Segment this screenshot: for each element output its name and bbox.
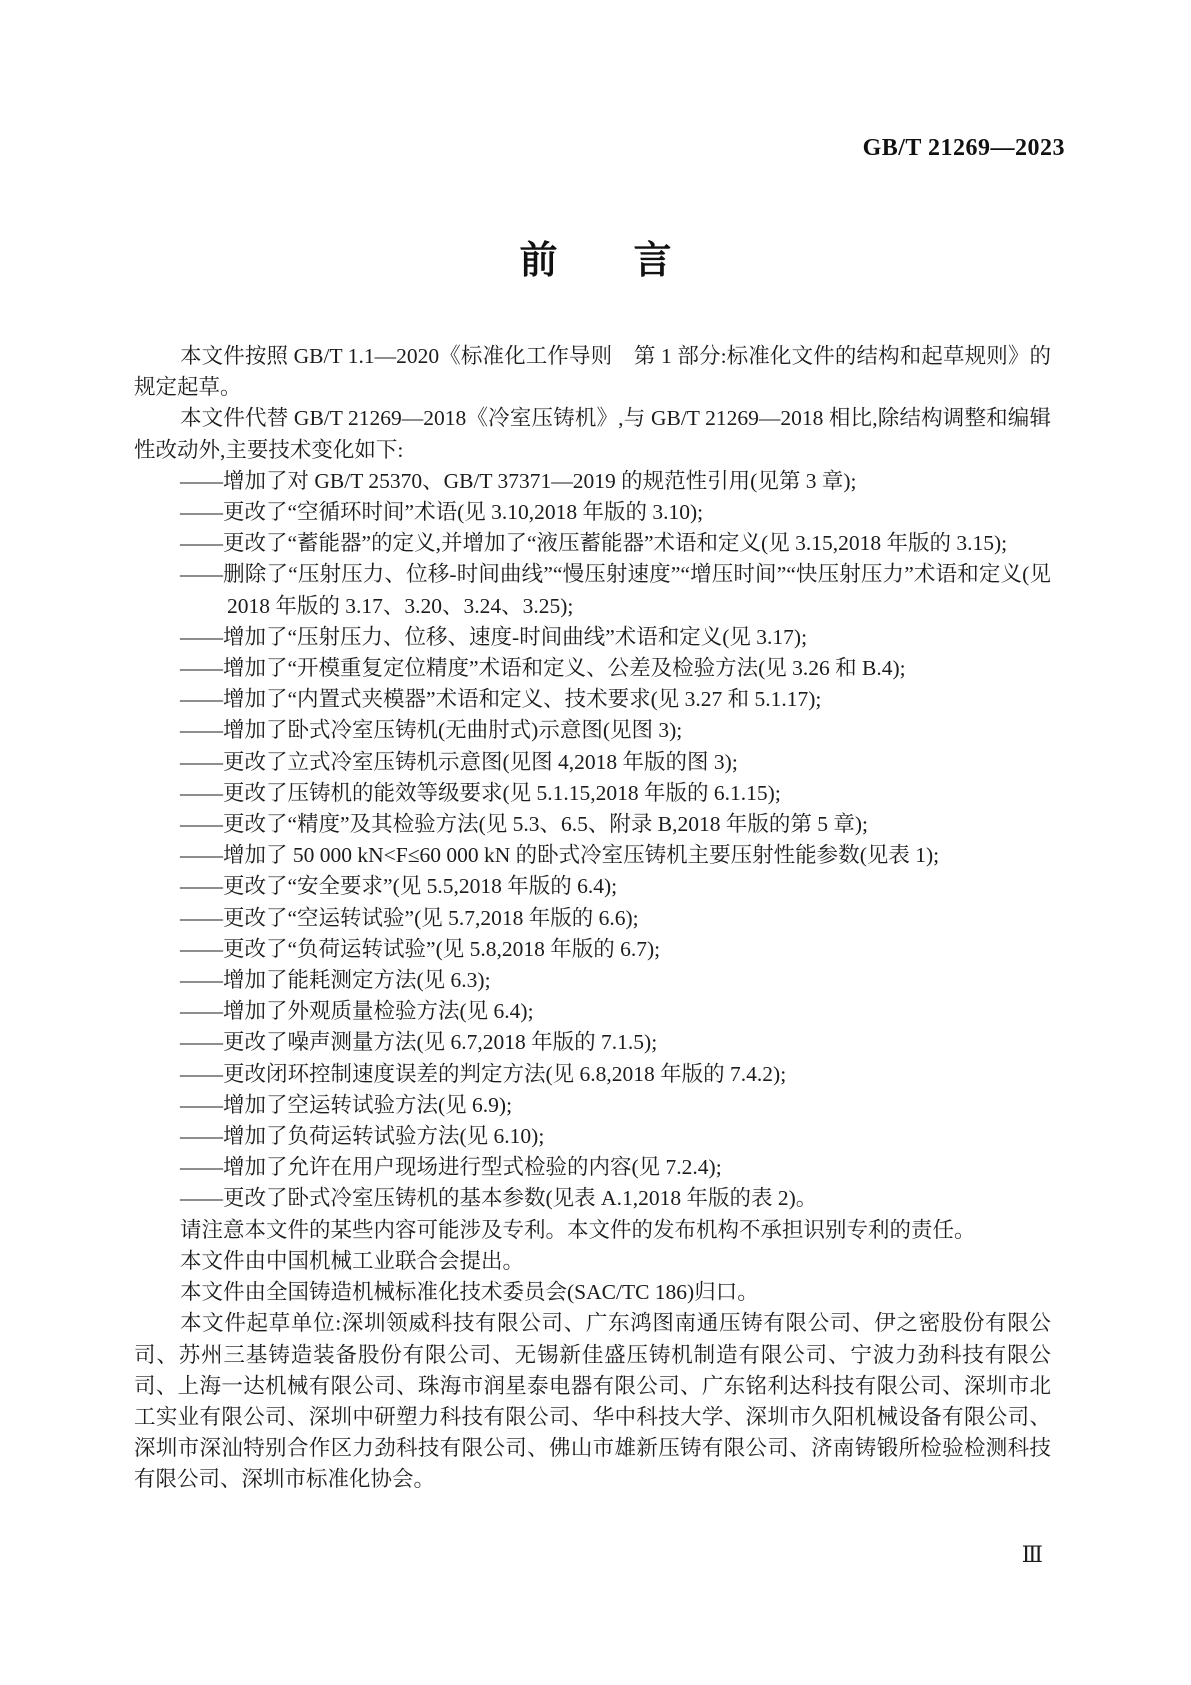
change-list-item: ——增加了“压射压力、位移、速度-时间曲线”术语和定义(见 3.17); <box>180 624 808 649</box>
change-list-item: ——增加了空运转试验方法(见 6.9); <box>180 1092 513 1117</box>
change-list-item: ——更改了噪声测量方法(见 6.7,2018 年版的 7.1.5); <box>180 1030 658 1055</box>
change-list-item: ——增加了外观质量检验方法(见 6.4); <box>180 999 534 1024</box>
page-number: Ⅲ <box>1021 1542 1043 1567</box>
change-list-item: ——更改了“空运转试验”(见 5.7,2018 年版的 6.6); <box>180 905 639 930</box>
change-list-item: ——增加了“开模重复定位精度”术语和定义、公差及检验方法(见 3.26 和 B.4); <box>180 656 906 681</box>
paragraph-technical-committee: 本文件由全国铸造机械标准化技术委员会(SAC/TC 186)归口。 <box>180 1280 759 1305</box>
change-list-item: ——更改闭环控制速度误差的判定方法(见 6.8,2018 年版的 7.4.2); <box>180 1061 787 1086</box>
change-list-item: ——更改了“精度”及其检验方法(见 5.3、6.5、附录 B,2018 年版的第 5 章); <box>180 812 868 837</box>
change-list-item: ——增加了负荷运转试验方法(见 6.10); <box>180 1124 545 1149</box>
change-list-item: ——更改了“蓄能器”的定义,并增加了“液压蓄能器”术语和定义(见 3.15,2018 年版的 3.15); <box>180 531 1008 556</box>
paragraph-replacement-note: 本文件代替 GB/T 21269—2018《冷室压铸机》,与 GB/T 21269—2018 相比,除结构调整和编辑性改动外,主要技术变化如下: <box>134 406 1051 462</box>
change-list <box>134 466 1051 1215</box>
paragraph-drafting-organizations: 本文件起草单位:深圳领威科技有限公司、广东鸿图南通压铸有限公司、伊之密股份有限公司、苏州三基铸造装备股份有限公司、无锡新佳盛压铸机制造有限公司、宁波力劲科技有限公司、上海一达机械有限公司、珠海市润星泰电器有限公司、广东铭利达科技有限公司、深圳市北工实业有限公司、深圳中研塑力科技有限公司、华中科技大学、深圳市久阳机械设备有限公司、深圳市深汕特别合作区力劲科技有限公司、佛山市雄新压铸有限公司、济南铸锻所检验检测科技有限公司、深圳市标准化协会。 <box>134 1311 1051 1492</box>
change-list-item: ——更改了压铸机的能效等级要求(见 5.1.15,2018 年版的 6.1.15); <box>180 780 781 805</box>
change-list-item: ——更改了“空循环时间”术语(见 3.10,2018 年版的 3.10); <box>180 500 704 525</box>
change-list-item: ——增加了能耗测定方法(见 6.3); <box>180 968 491 993</box>
change-list-item: ——增加了卧式冷室压铸机(无曲肘式)示意图(见图 3); <box>180 718 683 743</box>
change-list-item: ——更改了卧式冷室压铸机的基本参数(见表 A.1,2018 年版的表 2)。 <box>180 1186 818 1211</box>
change-list-item: ——增加了“内置式夹模器”术语和定义、技术要求(见 3.27 和 5.1.17); <box>180 687 822 712</box>
foreword-body <box>134 341 1051 1496</box>
paragraph-drafting-basis: 本文件按照 GB/T 1.1—2020《标准化工作导则 第 1 部分:标准化文件的结构和起草规则》的规定起草。 <box>134 344 1051 400</box>
paragraph-patent-notice: 请注意本文件的某些内容可能涉及专利。本文件的发布机构不承担识别专利的责任。 <box>180 1217 976 1242</box>
change-list-item: ——更改了“负荷运转试验”(见 5.8,2018 年版的 6.7); <box>180 936 661 961</box>
change-list-item: ——增加了允许在用户现场进行型式检验的内容(见 7.2.4); <box>180 1155 722 1180</box>
change-list-item: ——增加了 50 000 kN<F≤60 000 kN 的卧式冷室压铸机主要压射性能参数(见表 1); <box>180 843 940 868</box>
paragraph-proposer: 本文件由中国机械工业联合会提出。 <box>180 1248 525 1273</box>
standard-number: GB/T 21269—2023 <box>862 135 1065 161</box>
change-list-item: ——更改了“安全要求”(见 5.5,2018 年版的 6.4); <box>180 874 618 899</box>
page-title: 前 言 <box>519 240 672 282</box>
change-list-item: ——删除了“压射压力、位移-时间曲线”“慢压射速度”“增压时间”“快压射压力”术语和定义(见 2018 年版的 3.17、3.20、3.24、3.25); <box>180 562 1051 618</box>
change-list-item: ——更改了立式冷室压铸机示意图(见图 4,2018 年版的图 3); <box>180 749 738 774</box>
change-list-item: ——增加了对 GB/T 25370、GB/T 37371—2019 的规范性引用(见第 3 章); <box>180 468 857 493</box>
